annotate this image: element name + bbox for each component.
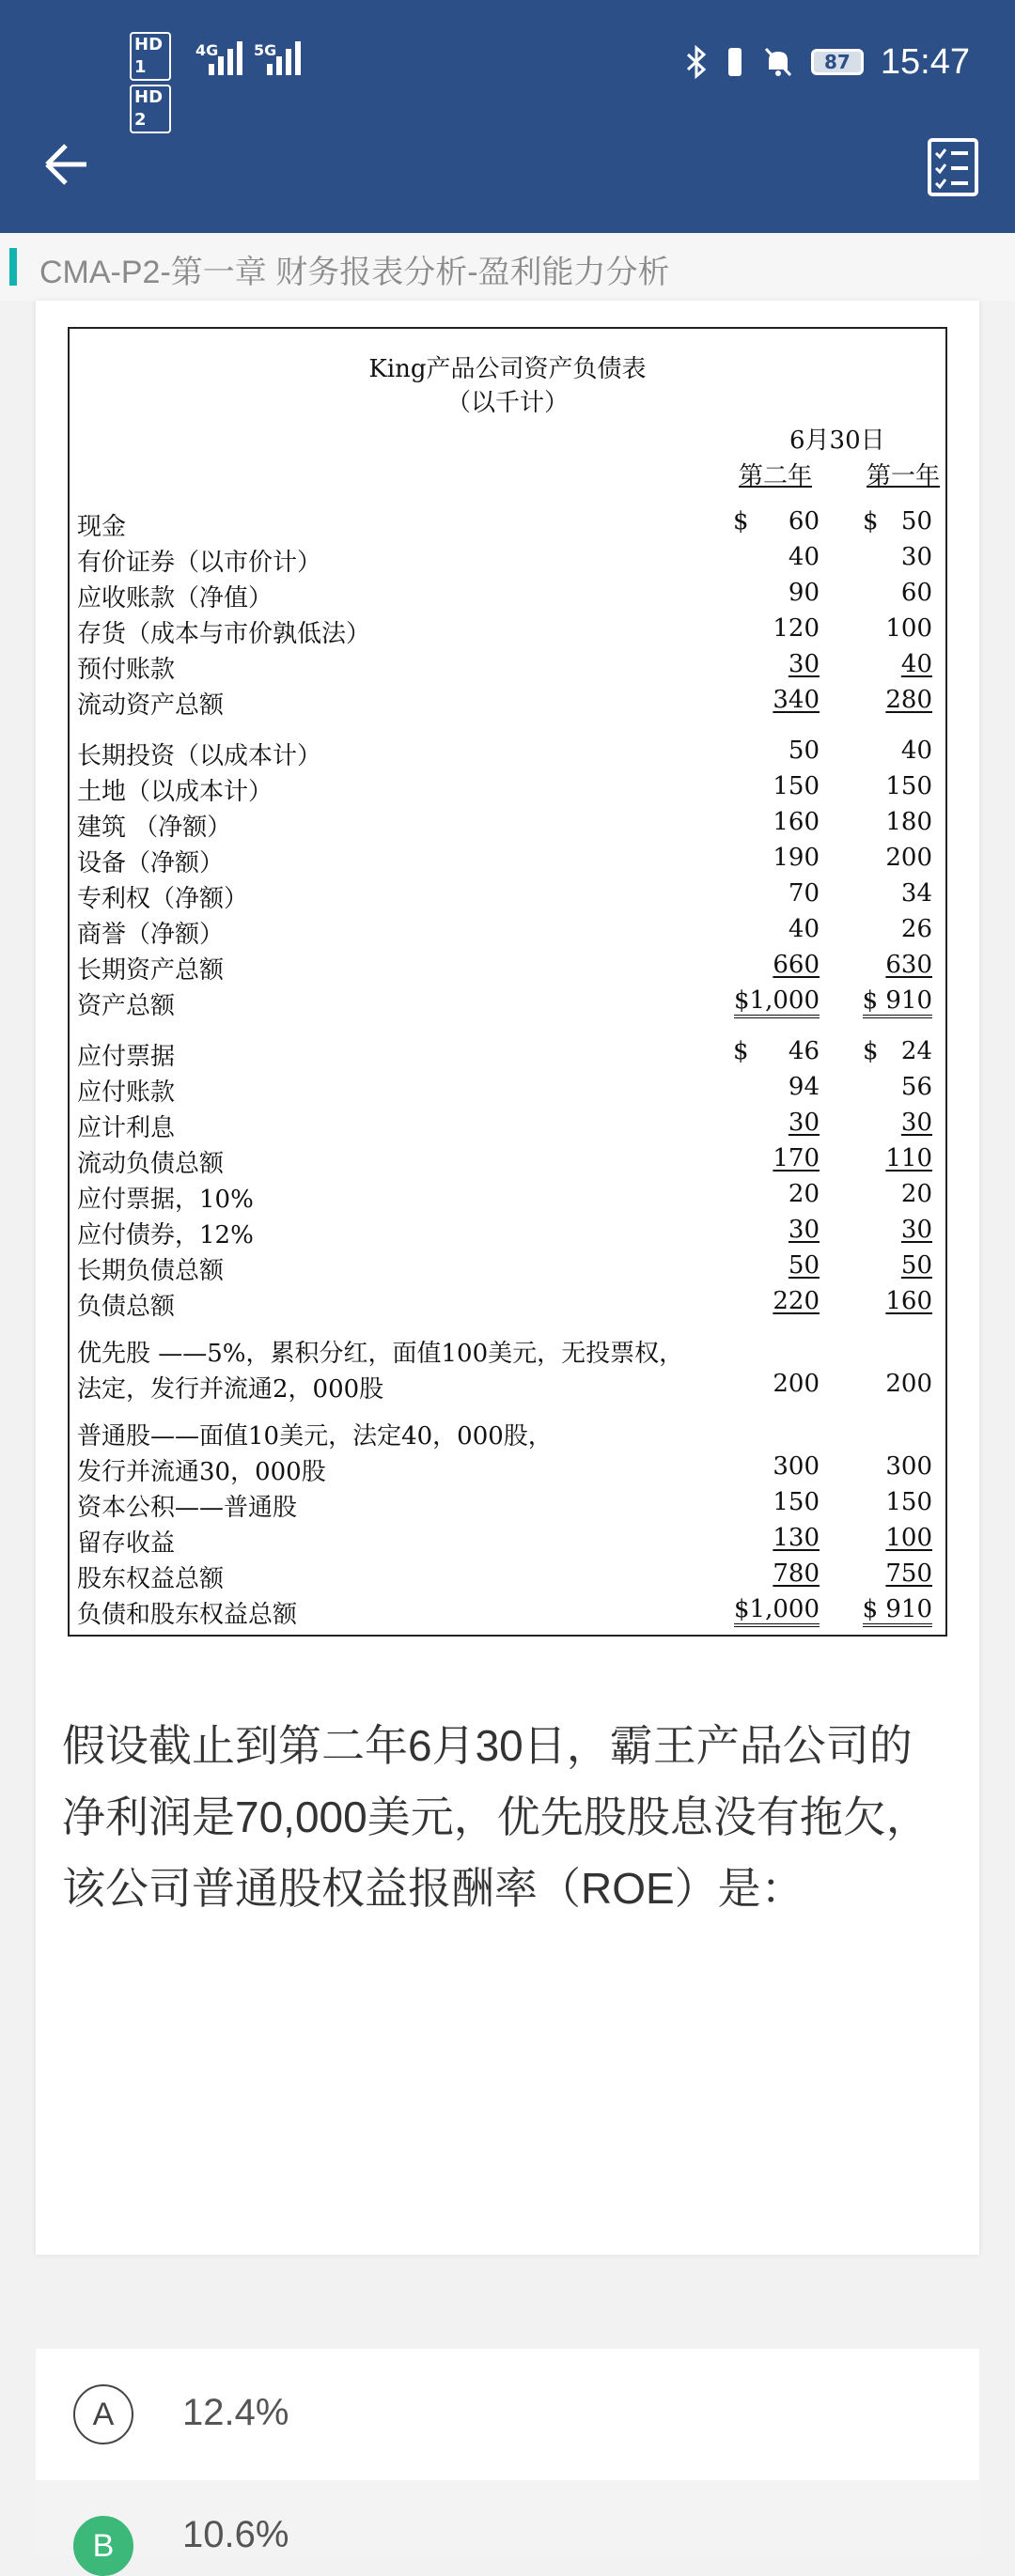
sheet-row xyxy=(77,543,942,577)
value-year2: 780 xyxy=(773,1560,820,1588)
sheet-row xyxy=(77,1452,942,1486)
row-label: 资本公积——普通股 xyxy=(77,1494,298,1522)
status-right xyxy=(685,36,970,88)
row-label: 有价证券（以市价计） xyxy=(77,549,322,577)
value-year1: $ 910 xyxy=(863,1595,932,1627)
option-b-text: 10.6% xyxy=(182,2514,289,2555)
sheet-row xyxy=(77,915,942,949)
row-label: 专利权（净额） xyxy=(77,885,249,913)
question-text: 假设截止到第二年6月30日，霸王产品公司的净利润是70,000美元，优先股股息没有拖欠，该公司普通股权益报酬率（ROE）是： xyxy=(62,1721,929,1913)
sheet-row xyxy=(77,686,942,720)
value-year1: 30 xyxy=(900,1216,932,1244)
value-year2: 160 xyxy=(773,808,820,836)
value-year1: 150 xyxy=(885,1488,932,1516)
value-year1: $ 910 xyxy=(863,986,932,1018)
value-year2: 130 xyxy=(773,1524,820,1552)
sheet-row xyxy=(77,1334,942,1368)
value-year1: 200 xyxy=(885,844,932,872)
balance-sheet-image xyxy=(68,327,947,1637)
row-label: 长期投资（以成本计） xyxy=(77,742,322,770)
row-label: 资产总额 xyxy=(77,992,176,1020)
col-year2: 第二年 xyxy=(739,462,813,490)
sim2-badge: HD 2 xyxy=(130,85,171,133)
network-4g-label: 4G xyxy=(195,41,219,59)
date-header: 6月30日 xyxy=(789,427,885,455)
value-year1: 750 xyxy=(885,1560,932,1588)
signal-5g-icon xyxy=(267,38,323,75)
option-b[interactable] xyxy=(36,2480,979,2564)
app-header xyxy=(0,0,1015,233)
sheet-row xyxy=(77,1417,942,1451)
value-year1: 110 xyxy=(885,1144,932,1172)
value-year1: 50 xyxy=(900,1251,932,1280)
value-year2: 170 xyxy=(773,1144,820,1172)
row-label: 流动负债总额 xyxy=(77,1150,225,1178)
breadcrumb xyxy=(0,233,1015,301)
value-year2: 120 xyxy=(773,614,820,643)
battery-icon: 87 xyxy=(811,49,864,75)
sheet-row xyxy=(77,650,942,684)
sheet-row xyxy=(77,1370,942,1404)
sheet-row xyxy=(77,1488,942,1522)
col-year1: 第一年 xyxy=(867,462,941,490)
option-a-text: 12.4% xyxy=(182,2392,289,2433)
row-label: 应计利息 xyxy=(77,1114,176,1142)
value-year2: 40 xyxy=(788,543,820,571)
value-year1: 34 xyxy=(900,879,932,908)
sheet-row xyxy=(77,1037,942,1071)
status-bar xyxy=(0,0,1015,130)
sheet-row xyxy=(77,1524,942,1558)
value-year2: 220 xyxy=(773,1287,820,1315)
value-year1: 40 xyxy=(900,650,932,678)
value-year2: 190 xyxy=(773,844,820,872)
value-year2: 70 xyxy=(788,879,820,908)
sheet-row xyxy=(77,1251,942,1285)
row-label: 商誉（净额） xyxy=(77,921,225,949)
value-year1: 150 xyxy=(885,772,932,800)
sheet-row xyxy=(77,808,942,842)
sheet-subtitle: （以千计） xyxy=(445,389,569,417)
bluetooth-icon xyxy=(685,45,708,79)
value-year2: 340 xyxy=(773,686,820,714)
value-year2: 20 xyxy=(788,1180,820,1208)
sheet-row xyxy=(77,1216,942,1249)
sheet-row xyxy=(77,879,942,913)
checklist-icon[interactable] xyxy=(927,137,979,197)
value-year1: 50 xyxy=(900,507,932,535)
row-label: 发行并流通30，000股 xyxy=(77,1458,326,1486)
mute-bell-icon xyxy=(762,45,794,79)
value-year1: 30 xyxy=(900,1109,932,1137)
vibrate-icon xyxy=(725,45,745,79)
row-label: 应付票据 xyxy=(77,1043,176,1071)
value-year2: 150 xyxy=(773,772,820,800)
row-label: 应付账款 xyxy=(77,1079,176,1107)
value-year1: 100 xyxy=(885,614,932,643)
row-label: 法定，发行并流通2，000股 xyxy=(77,1375,384,1404)
row-label: 负债和股东权益总额 xyxy=(77,1601,298,1629)
option-a[interactable] xyxy=(36,2349,979,2480)
value-year2: 46 xyxy=(788,1037,820,1065)
row-label: 建筑 （净额） xyxy=(77,814,232,842)
dollar-sign: $ xyxy=(863,507,879,535)
value-year2: 150 xyxy=(773,1488,820,1516)
value-year1: 280 xyxy=(885,686,932,714)
value-year1: 200 xyxy=(885,1370,932,1398)
sheet-row xyxy=(77,1560,942,1593)
row-label: 存货（成本与市价孰低法） xyxy=(77,620,371,648)
option-a-letter: A xyxy=(73,2384,133,2444)
row-label: 长期资产总额 xyxy=(77,956,225,985)
breadcrumb-text: CMA-P2-第一章 财务报表分析-盈利能力分析 xyxy=(39,255,670,290)
value-year2: $1,000 xyxy=(734,986,820,1018)
value-year2: 50 xyxy=(788,1251,820,1280)
clock: 15:47 xyxy=(880,41,970,82)
value-year1: 20 xyxy=(900,1180,932,1208)
sheet-row xyxy=(77,986,942,1020)
option-b-letter: B xyxy=(73,2516,133,2576)
sheet-row xyxy=(77,507,942,541)
sheet-row xyxy=(77,772,942,806)
row-label: 应付票据，10% xyxy=(77,1186,254,1214)
value-year1: 300 xyxy=(885,1452,932,1481)
sheet-row xyxy=(77,951,942,985)
value-year1: 56 xyxy=(900,1073,932,1101)
value-year1: 60 xyxy=(900,579,932,607)
row-label: 土地（以成本计） xyxy=(77,778,273,806)
value-year2: 30 xyxy=(788,1216,820,1244)
row-label: 应收账款（净值） xyxy=(77,584,273,613)
row-label: 负债总额 xyxy=(77,1293,176,1321)
question-card xyxy=(36,301,979,2564)
row-label: 优先股 ——5%，累积分红，面值100美元，无投票权， xyxy=(77,1340,684,1368)
value-year2: 30 xyxy=(788,650,820,678)
dollar-sign: $ xyxy=(733,507,749,535)
row-label: 应付债券，12% xyxy=(77,1221,254,1249)
value-year2: 94 xyxy=(788,1073,820,1101)
row-label: 设备（净额） xyxy=(77,849,225,877)
value-year1: 30 xyxy=(900,543,932,571)
arrow-left-icon[interactable] xyxy=(41,139,92,190)
dollar-sign: $ xyxy=(863,1037,879,1065)
value-year1: 24 xyxy=(900,1037,932,1065)
value-year2: 40 xyxy=(788,915,820,943)
sheet-row xyxy=(77,737,942,770)
sheet-row xyxy=(77,1109,942,1142)
row-label: 股东权益总额 xyxy=(77,1565,225,1593)
sheet-row xyxy=(77,1073,942,1107)
dollar-sign: $ xyxy=(733,1037,749,1065)
value-year2: $1,000 xyxy=(734,1595,820,1627)
sheet-row xyxy=(77,1180,942,1214)
sheet-row xyxy=(77,844,942,877)
value-year1: 630 xyxy=(885,951,932,979)
value-year2: 30 xyxy=(788,1109,820,1137)
row-label: 流动资产总额 xyxy=(77,691,225,720)
sheet-title: King产品公司资产负债表 xyxy=(368,355,647,383)
sheet-row xyxy=(77,1144,942,1178)
value-year1: 180 xyxy=(885,808,932,836)
sheet-row xyxy=(77,579,942,613)
value-year2: 90 xyxy=(788,579,820,607)
row-label: 长期负债总额 xyxy=(77,1257,225,1285)
value-year2: 200 xyxy=(773,1370,820,1398)
value-year1: 26 xyxy=(900,915,932,943)
value-year1: 100 xyxy=(885,1524,932,1552)
row-label: 留存收益 xyxy=(77,1529,176,1558)
sheet-row xyxy=(77,1595,942,1629)
sim-indicator xyxy=(130,32,171,137)
breadcrumb-accent xyxy=(9,248,17,286)
row-label: 普通股——面值10美元，法定40，000股， xyxy=(77,1422,553,1451)
value-year1: 40 xyxy=(900,737,932,765)
value-year1: 160 xyxy=(885,1287,932,1315)
sheet-row xyxy=(77,614,942,648)
sim1-badge: HD 1 xyxy=(130,32,171,81)
network-5g-label: 5G xyxy=(254,41,277,59)
row-label: 现金 xyxy=(77,513,127,541)
value-year2: 60 xyxy=(788,507,820,535)
row-label: 预付账款 xyxy=(77,656,176,684)
value-year2: 660 xyxy=(773,951,820,979)
value-year2: 50 xyxy=(788,737,820,765)
sheet-row xyxy=(77,1287,942,1321)
value-year2: 300 xyxy=(773,1452,820,1481)
